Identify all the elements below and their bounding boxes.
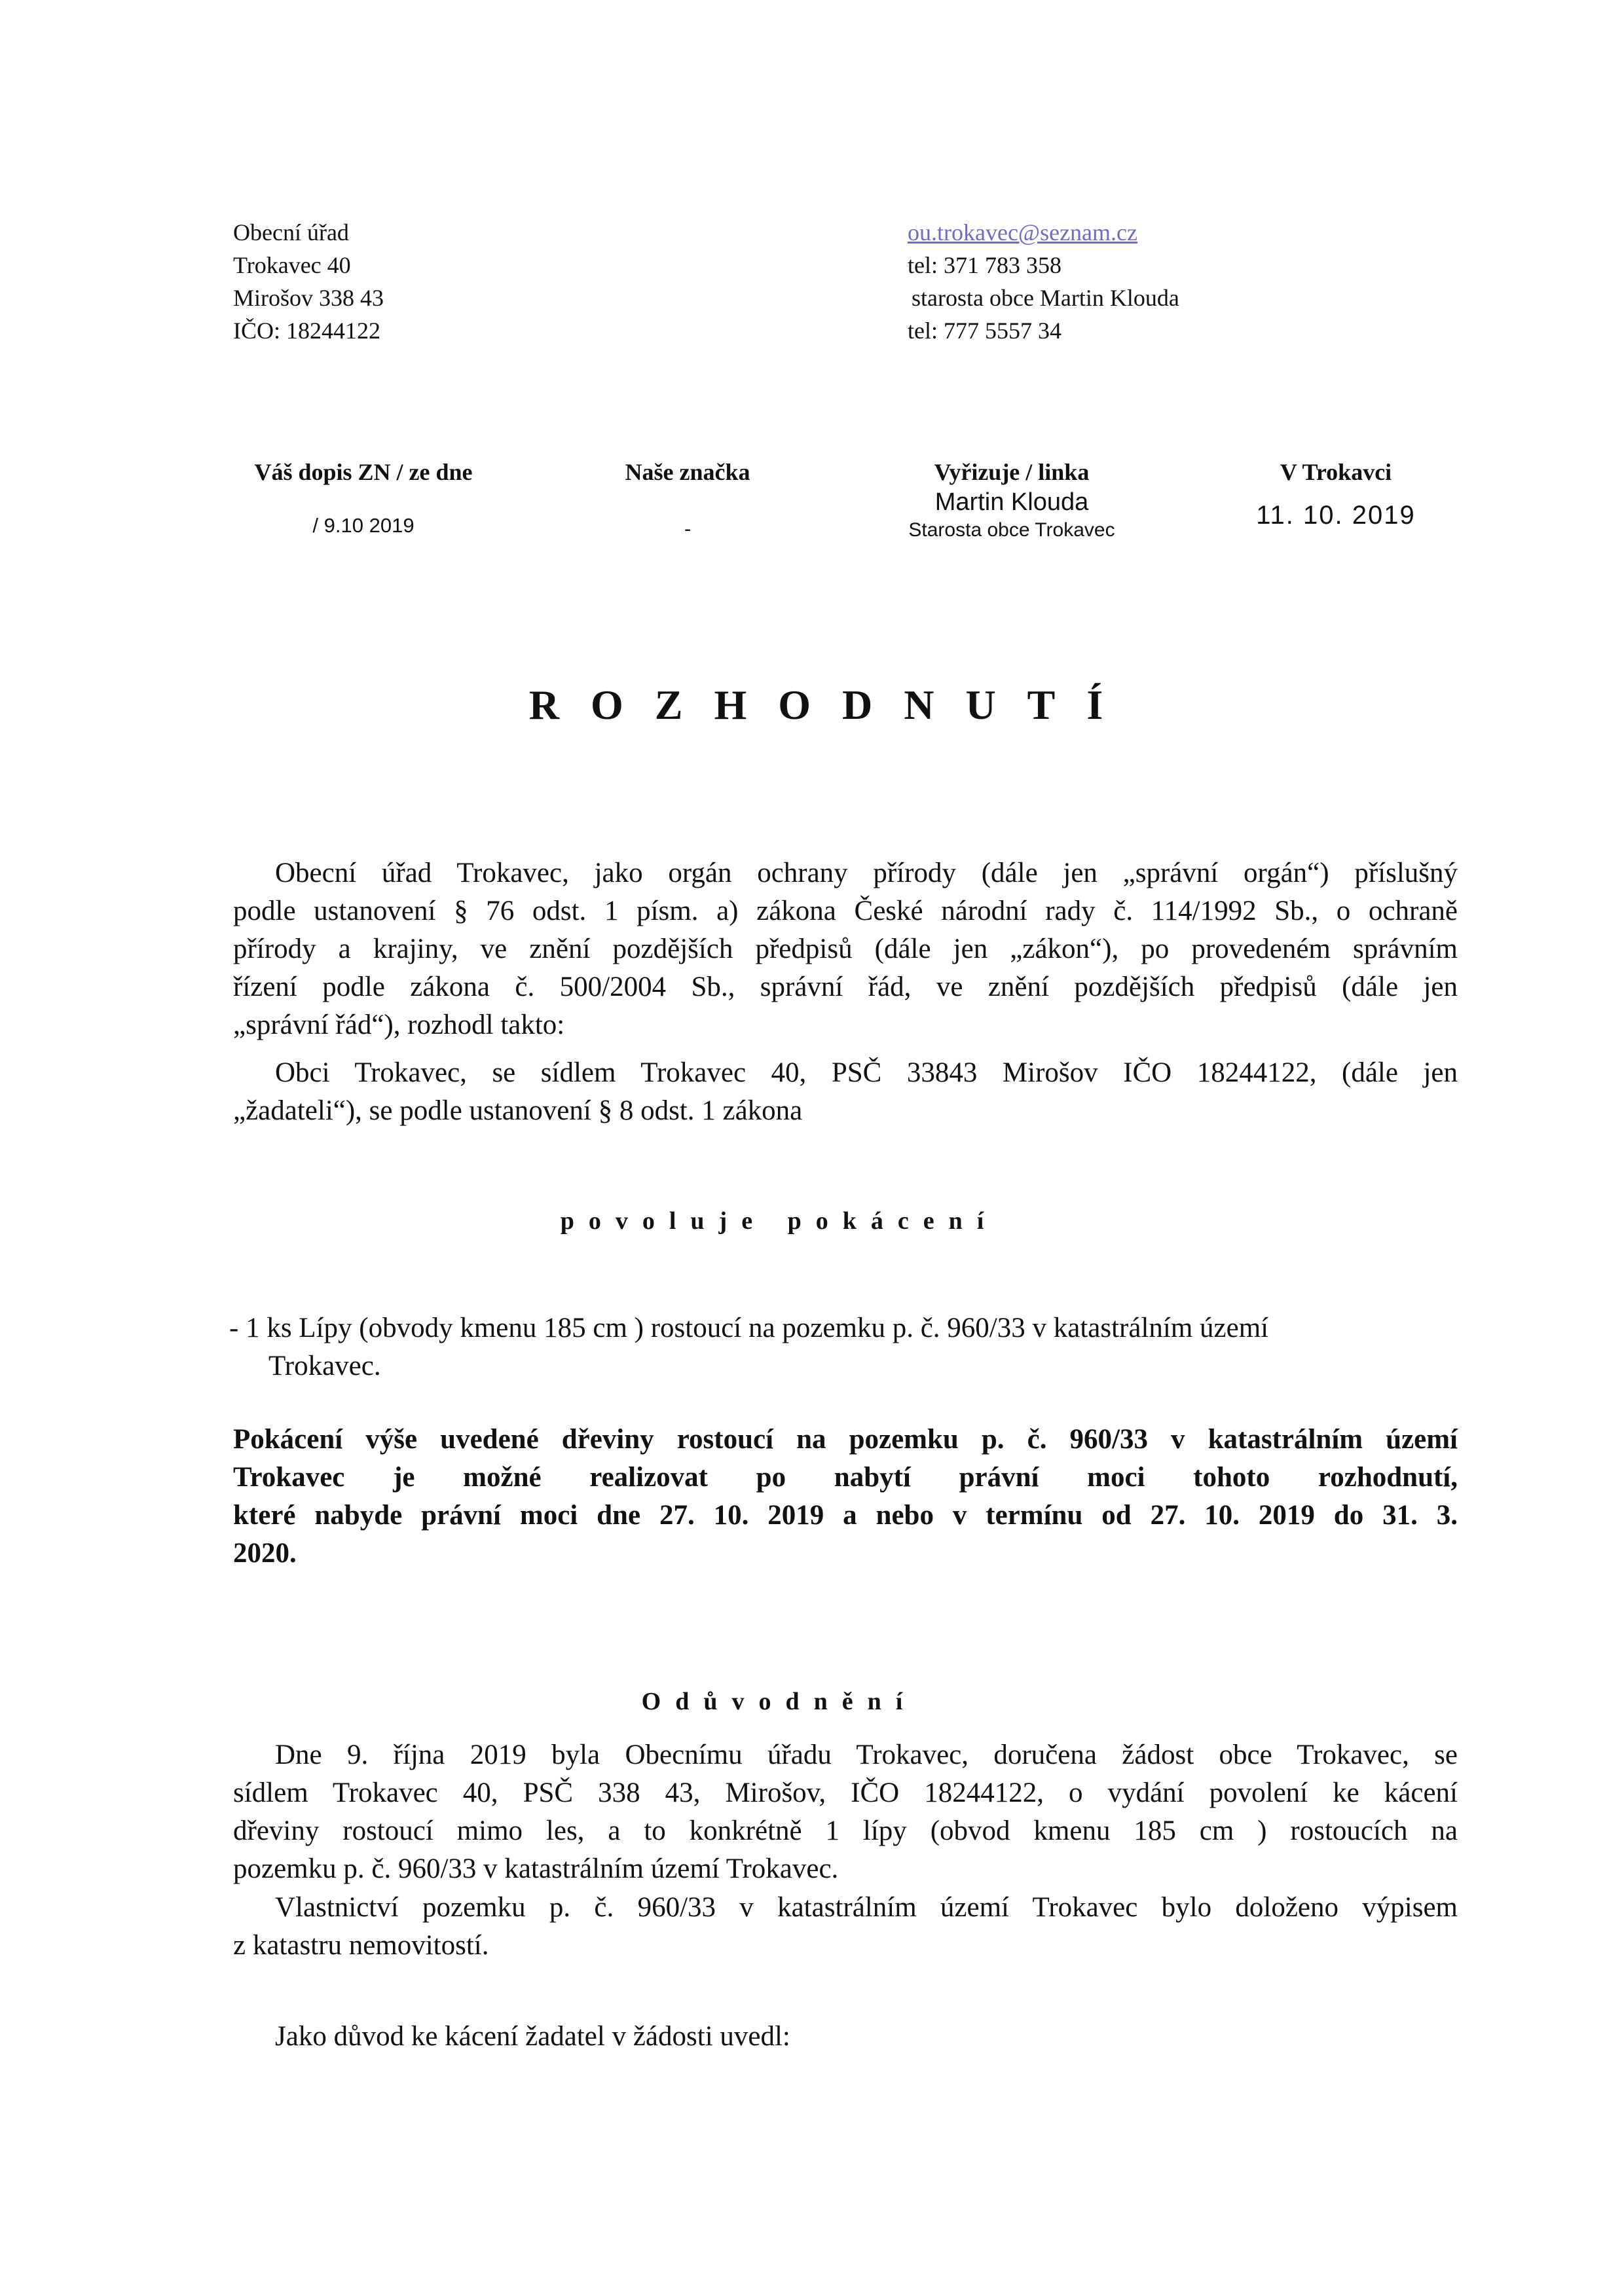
intro-paragraph [233,854,1458,1044]
reasoning-line: Dne 9. října 2019 byla Obecnímu úřadu Trokavec, doručena žádost obce Trokavec, se [275,1740,1458,1770]
sender-ico: IČO: 18244122 [233,318,380,344]
reasoning-heading: Odůvodnění [641,1688,917,1715]
intro-line: přírody a krajiny, ve znění pozdějších předpisů (dále jen „zákon“), po provedeném správním [233,934,1458,964]
ref-place-label: V Trokavci [1280,459,1392,485]
felling-item-line: Trokavec. [268,1351,381,1381]
sender-office: Obecní úřad [233,219,349,246]
intro-line: „správní řád“), rozhodl takto: [233,1010,565,1040]
office-phone: tel: 371 783 358 [908,252,1061,278]
reasoning-paragraph [233,1736,1458,1888]
felling-conditions [233,1421,1458,1573]
applicant-line: „žadateli“), se podle ustanovení § 8 odst. 1 zákona [233,1095,803,1126]
reasoning-line: dřeviny rostoucí mimo les, a to konkrétně 1 lípy (obvod kmenu 185 cm ) rostoucích na [233,1815,1458,1846]
email-link[interactable]: ou.trokavec@seznam.cz [908,219,1137,246]
mayor-phone: tel: 777 5557 34 [908,318,1061,344]
ownership-paragraph [233,1889,1458,1965]
reasoning-line: sídlem Trokavec 40, PSČ 338 43, Mirošov, IČO 18244122, o vydání povolení ke kácení [233,1777,1458,1808]
intro-line: řízení podle zákona č. 500/2004 Sb., správní řád, ve znění pozdějších předpisů (dále jen [233,972,1458,1002]
ref-our-mark-label: Naše značka [625,459,750,485]
sender-city: Mirošov 338 43 [233,285,384,311]
ref-our-mark-value: - [684,517,692,540]
ref-handled-by-role: Starosta obce Trokavec [908,519,1115,541]
felling-item-line: - 1 ks Lípy (obvody kmenu 185 cm ) rostoucí na pozemku p. č. 960/33 v katastrálním území [229,1313,1269,1343]
page-title: ROZHODNUTÍ [528,682,1135,728]
ref-date-value: 11. 10. 2019 [1256,501,1416,530]
applicant-line: Obci Trokavec, se sídlem Trokavec 40, PSČ 33843 Mirošov IČO 18244122, (dále jen [275,1057,1458,1088]
ownership-line: z katastru nemovitostí. [233,1930,489,1961]
intro-line: Obecní úřad Trokavec, jako orgán ochrany přírody (dále jen „správní orgán“) příslušný [275,858,1458,888]
ref-your-letter-value: / 9.10 2019 [312,514,415,537]
intro-line: podle ustanovení § 76 odst. 1 písm. a) zákona České národní rady č. 114/1992 Sb., o ochraně [233,896,1458,926]
conditions-line: které nabyde právní moci dne 27. 10. 2019 a nebo v termínu od 27. 10. 2019 do 31. 3. [233,1500,1458,1531]
ref-handled-by-value: Martin Klouda [934,488,1089,516]
mayor-name: starosta obce Martin Klouda [912,285,1179,311]
ref-your-letter-label: Váš dopis ZN / ze dne [254,459,473,485]
contact-block [908,216,1179,347]
conditions-line: Pokácení výše uvedené dřeviny rostoucí na pozemku p. č. 960/33 v katastrálním území [233,1424,1458,1455]
sender-address [233,216,384,347]
conditions-line: 2020. [233,1538,297,1569]
verdict-heading: povoluje pokácení [560,1207,999,1235]
felling-item [229,1309,1460,1385]
ownership-line: Vlastnictví pozemku p. č. 960/33 v katastrálním území Trokavec bylo doloženo výpisem [275,1892,1458,1923]
sender-street: Trokavec 40 [233,252,351,278]
ref-handled-by-label: Vyřizuje / linka [934,459,1090,485]
applicant-paragraph [233,1054,1458,1130]
conditions-line: Trokavec je možné realizovat po nabytí právní moci tohoto rozhodnutí, [233,1462,1458,1493]
reasoning-line: pozemku p. č. 960/33 v katastrálním území Trokavec. [233,1853,839,1884]
closing-line: Jako důvod ke kácení žadatel v žádosti uvedl: [275,2021,790,2052]
